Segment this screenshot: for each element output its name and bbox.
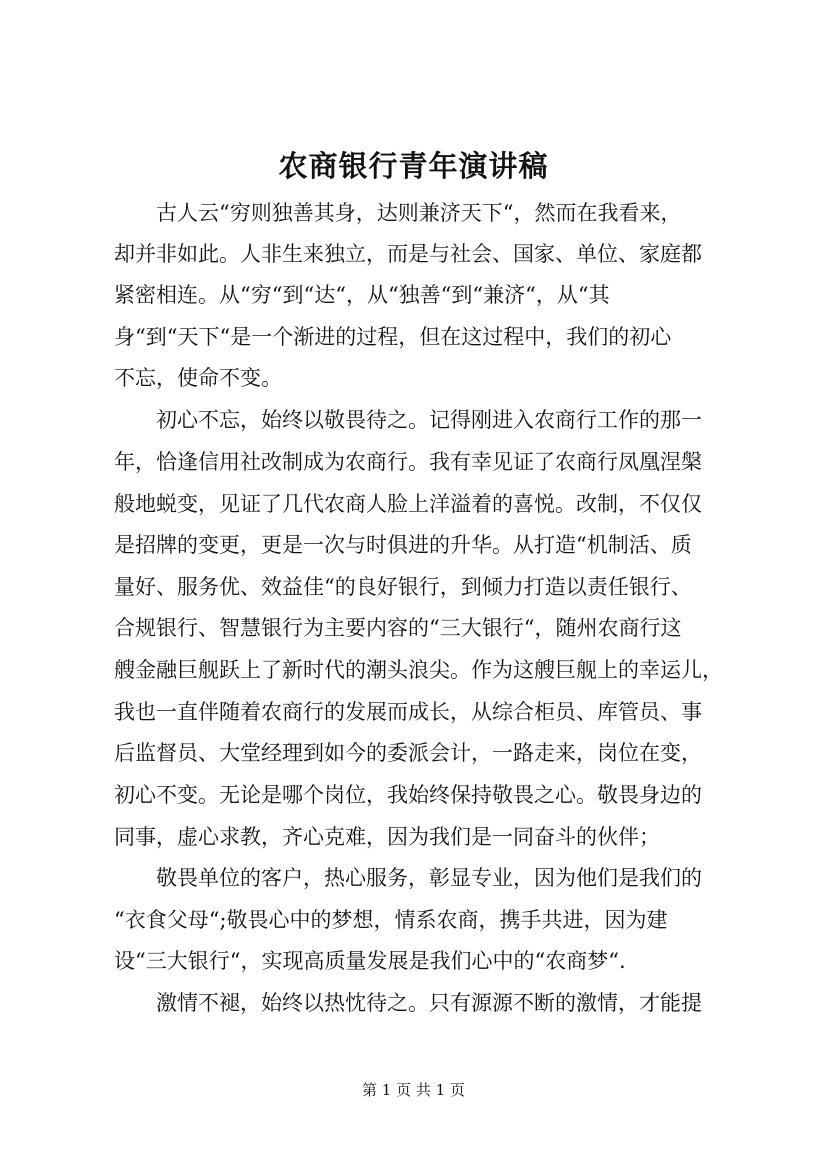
paragraph-line: “衣食父母“;敬畏心中的梦想，情系农商，携手共进，因为建 bbox=[114, 908, 668, 932]
paragraph-line: 不忘，使命不变。 bbox=[114, 366, 282, 390]
paragraph-line: 紧密相连。从“穷“到“达“，从“独善“到“兼济“，从“其 bbox=[114, 283, 610, 307]
paragraph-line: 艘金融巨舰跃上了新时代的潮头浪尖。作为这艘巨舰上的幸运儿， bbox=[114, 658, 723, 682]
paragraph-line: 激情不褪，始终以热忱待之。只有源源不断的激情，才能提 bbox=[156, 991, 702, 1015]
paragraph-line: 设“三大银行“，实现高质量发展是我们心中的“农商梦“. bbox=[114, 949, 626, 973]
paragraph-line: 我也一直伴随着农商行的发展而成长，从综合柜员、库管员、事 bbox=[114, 700, 702, 724]
page-number-footer: 第 1 页 共 1 页 bbox=[362, 1081, 465, 1099]
paragraph-line: 同事，虚心求教，齐心克难，因为我们是一同奋斗的伙伴； bbox=[114, 825, 660, 849]
paragraph-line: 量好、服务优、效益佳“的良好银行，到倾力打造以责任银行、 bbox=[114, 575, 692, 599]
paragraph-line: 身“到“天下“是一个渐进的过程，但在这过程中，我们的初心 bbox=[114, 325, 672, 349]
paragraph-line: 初心不忘，始终以敬畏待之。记得刚进入农商行工作的那一 bbox=[156, 408, 702, 432]
paragraph-line: 却并非如此。人非生来独立，而是与社会、国家、单位、家庭都 bbox=[114, 242, 702, 266]
paragraph-line: 古人云“穷则独善其身，达则兼济天下“，然而在我看来， bbox=[156, 201, 682, 225]
paragraph-line: 初心不变。无论是哪个岗位，我始终保持敬畏之心。敬畏身边的 bbox=[114, 783, 702, 807]
paragraph-line: 敬畏单位的客户，热心服务，彰显专业，因为他们是我们的 bbox=[156, 866, 702, 890]
paragraph-line: 后监督员、大堂经理到如今的委派会计，一路走来，岗位在变， bbox=[114, 741, 702, 765]
paragraph-line: 合规银行、智慧银行为主要内容的“三大银行“，随州农商行这 bbox=[114, 616, 682, 640]
document-title: 农商银行青年演讲稿 bbox=[278, 149, 549, 183]
paragraph-line: 般地蜕变，见证了几代农商人脸上洋溢着的喜悦。改制，不仅仅 bbox=[114, 492, 702, 516]
paragraph-line: 年，恰逢信用社改制成为农商行。我有幸见证了农商行凤凰涅槃 bbox=[114, 450, 702, 474]
paragraph-line: 是招牌的变更，更是一次与时俱进的升华。从打造“机制活、质 bbox=[114, 533, 692, 557]
